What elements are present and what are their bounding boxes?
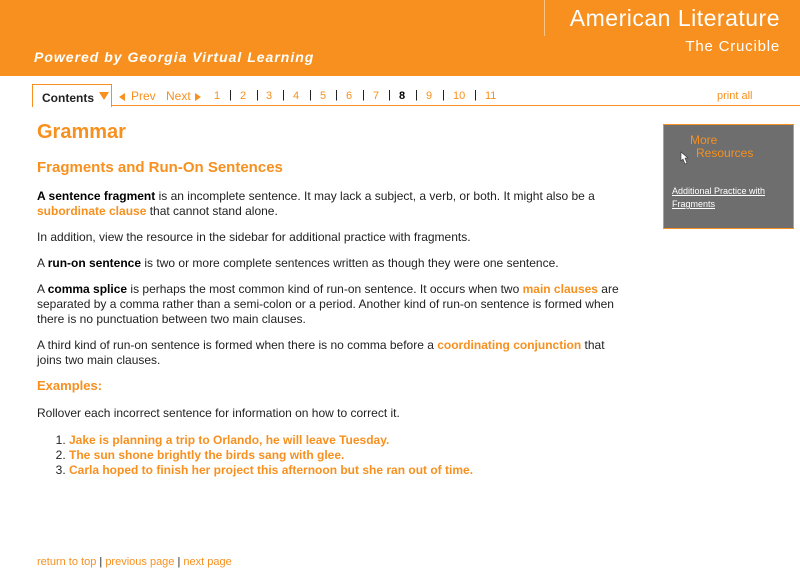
paragraph-text: A [37,256,48,270]
pointer-cursor-icon [678,151,690,165]
nav-divider [32,105,800,106]
contents-label: Contents [42,91,94,105]
paragraph-text: A [37,282,48,296]
page-link-5[interactable]: 5 [320,90,327,102]
nav-separator: | [309,89,312,101]
paragraph-conjunction [37,338,627,368]
next-link[interactable]: Next [166,89,191,103]
more-resources-heading-line2: Resources [696,146,754,160]
term-sentence-fragment: A sentence fragment [37,189,156,203]
print-all-link[interactable]: print all [717,90,753,102]
paragraph-run-on [37,256,627,271]
header-divider [544,0,545,36]
prev-arrow-icon [119,93,125,101]
nav-separator: | [256,89,259,101]
more-resources-heading: More [690,133,718,147]
current-page-indicator: 8 [399,90,406,102]
nav-separator: | [282,89,285,101]
next-page-link[interactable]: next page [183,556,232,568]
term-run-on-sentence: run-on sentence [47,256,142,270]
page-link-9[interactable]: 9 [426,90,433,102]
page-title: Grammar [37,121,126,143]
page-link-7[interactable]: 7 [373,90,380,102]
paragraph-text: that joins two main clauses. [37,338,605,367]
nav-separator: | [388,89,391,101]
nav-separator: | [442,89,445,101]
next-arrow-icon [195,93,201,101]
paragraph-text: is two or more complete sentences written as though they were one sentence. [141,256,559,270]
nav-separator: | [474,89,477,101]
prev-link[interactable]: Prev [131,89,156,103]
subordinate-clause-link[interactable]: subordinate clause [37,204,147,218]
nav-separator: | [335,89,338,101]
nav-separator: | [229,89,232,101]
page-link-2[interactable]: 2 [240,90,247,102]
previous-page-link[interactable]: previous page [105,556,175,568]
example-sentence-3[interactable]: Carla hoped to finish her project this afternoon but she ran out of time. [69,463,474,477]
example-sentence-1[interactable]: Jake is planning a trip to Orlando, he will leave Tuesday. [69,433,390,447]
footer-separator: | [99,556,103,568]
tagline: Powered by Georgia Virtual Learning [34,49,315,65]
paragraph-text: is perhaps the most common kind of run-on sentence. It occurs when two [127,282,523,296]
examples-heading: Examples: [37,378,103,393]
paragraph-comma-splice [37,282,627,327]
example-sentence-2[interactable]: The sun shone brightly the birds sang with glee. [69,448,345,462]
list-item [69,448,473,463]
page-link-6[interactable]: 6 [346,90,353,102]
unit-title: The Crucible [685,38,780,55]
page-link-10[interactable]: 10 [453,90,466,102]
list-item [69,463,473,478]
page-link-11[interactable]: 11 [485,90,497,102]
coordinating-conjunction-link[interactable]: coordinating conjunction [437,338,582,352]
paragraph-text: A third kind of run-on sentence is formed when there is no comma before a [37,338,438,352]
page-link-1[interactable]: 1 [214,90,221,102]
page-link-3[interactable]: 3 [266,90,273,102]
footer-separator: | [177,556,181,568]
nav-separator: | [362,89,365,101]
course-title: American Literature [569,5,780,31]
examples-list [37,433,473,478]
term-comma-splice: comma splice [47,282,128,296]
contents-dropdown[interactable] [32,84,112,107]
section-subtitle: Fragments and Run-On Sentences [37,159,283,176]
page-link-4[interactable]: 4 [293,90,300,102]
header-banner [0,0,800,76]
paragraph-text: is an incomplete sentence. It may lack a subject, a verb, or both. It might also be a [155,189,595,203]
list-item [69,433,473,448]
nav-separator: | [415,89,418,101]
paragraph-fragment [37,189,627,219]
paragraph-text: are separated by a comma rather than a semi-colon or a period. Another kind of run-on sentence is formed when there is no punctuation between two main clauses. [37,282,619,326]
more-resources-panel [663,124,794,229]
chevron-down-icon [99,92,109,100]
paragraph-text: that cannot stand alone. [146,204,278,218]
return-to-top-link[interactable]: return to top [37,556,97,568]
examples-instruction: Rollover each incorrect sentence for information on how to correct it. [37,406,400,420]
additional-practice-link[interactable]: Additional Practice with Fragments [672,186,766,209]
main-clauses-link[interactable]: main clauses [522,282,598,296]
footer-nav [37,556,232,568]
paragraph-sidebar-note: In addition, view the resource in the sidebar for additional practice with fragments. [37,230,471,244]
page-navigation [32,84,800,106]
